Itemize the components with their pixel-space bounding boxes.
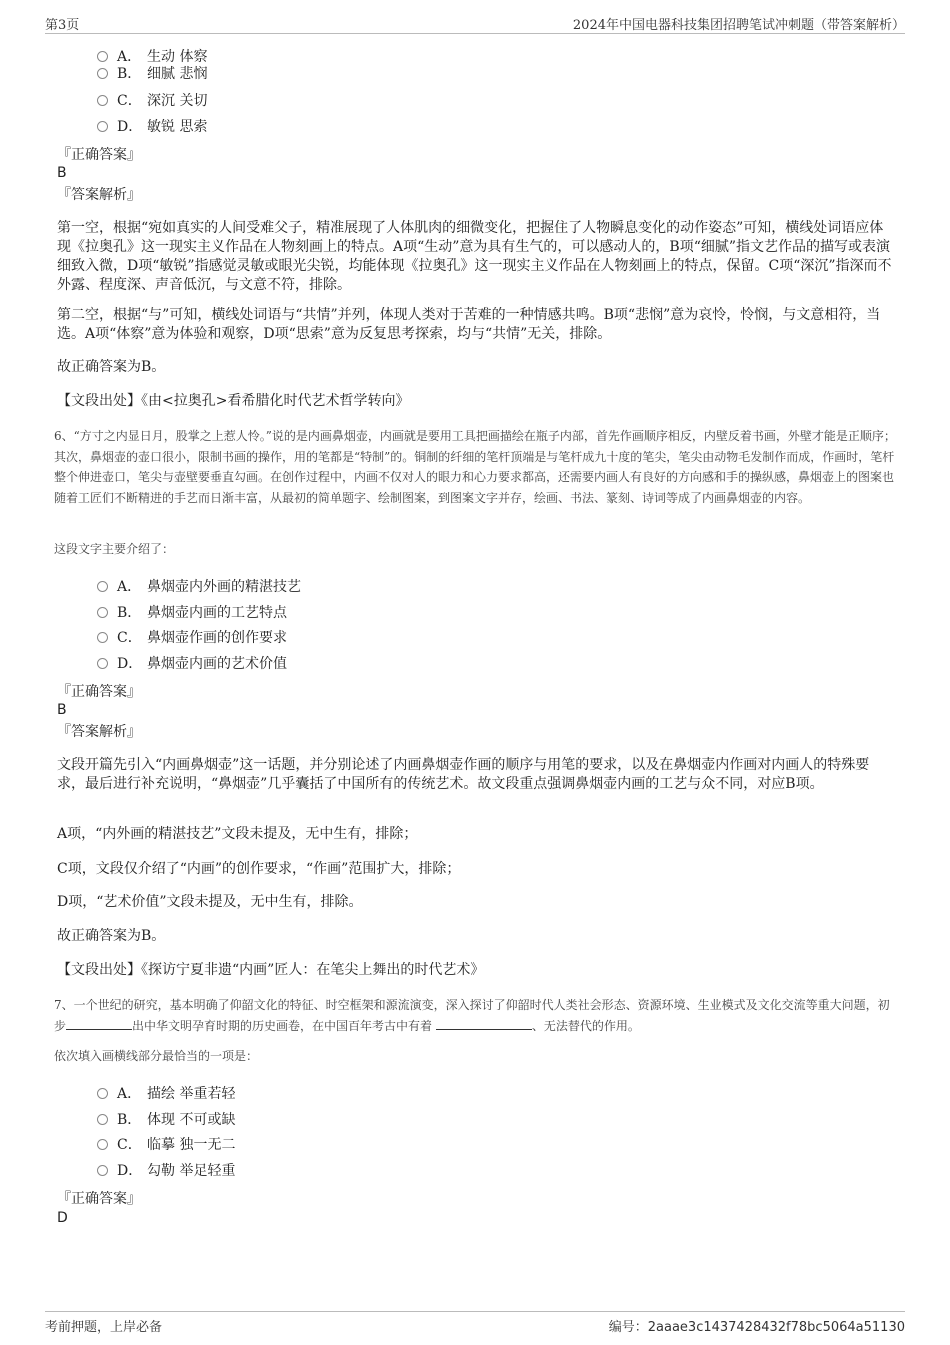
radio-icon[interactable] — [97, 1139, 108, 1150]
q7-option-c[interactable]: C． 临摹 独一无二 — [97, 1135, 235, 1155]
q7-option-a[interactable]: A． 描绘 举重若轻 — [97, 1084, 235, 1104]
radio-icon[interactable] — [97, 1114, 108, 1125]
q7-option-b[interactable]: B． 体现 不可或缺 — [97, 1110, 235, 1130]
q7-answer: D — [57, 1210, 68, 1226]
radio-icon[interactable] — [97, 95, 108, 106]
q5-analysis-label: 『答案解析』 — [57, 187, 141, 203]
q5-option-b[interactable]: B． 细腻 悲悯 — [97, 64, 207, 84]
q6-analysis-conclusion: 故正确答案为B。 — [57, 928, 166, 944]
q6-prompt: 这段文字主要介绍了： — [54, 542, 175, 556]
q5-answer: B — [57, 165, 67, 181]
q6-analysis-paragraph: 文段开篇先引入“内画鼻烟壶”这一话题，并分别论述了内画鼻烟壶作画的顺序与用笔的要求，以及在鼻烟壶内作画对内画人的特殊要求，最后进行补充说明，“鼻烟壶”几乎囊括了中国所有的传统艺术。故文段重点强调鼻烟壶内画的工艺与众不同，对应B项。 — [57, 757, 870, 792]
q7-answer-label: 『正确答案』 — [57, 1191, 141, 1207]
blank-line — [436, 1016, 532, 1030]
q5-analysis-conclusion: 故正确答案为B。 — [57, 359, 166, 375]
q5-analysis-paragraph: 第二空，根据“与”可知，横线处词语与“共情”并列，体现人类对于苦难的一种情感共鸣。B项“悲悯”意为哀怜，怜悯，与文意相符，当选。A项“体察”意为体验和观察，D项“思索”意为反复思考探索，均与“共情”无关，排除。 — [57, 307, 881, 342]
q6-analysis-label: 『答案解析』 — [57, 724, 141, 740]
radio-icon[interactable] — [97, 1088, 108, 1099]
header-divider — [45, 33, 905, 34]
q5-source: 【文段出处】《由<拉奥孔>看希腊化时代艺术哲学转向》 — [57, 393, 410, 409]
q6-answer: B — [57, 702, 67, 718]
q5-option-d[interactable]: D． 敏锐 思索 — [97, 117, 207, 137]
blank-line — [66, 1016, 132, 1030]
radio-icon[interactable] — [97, 1165, 108, 1176]
q5-answer-label: 『正确答案』 — [57, 147, 141, 163]
page-number: 第3页 — [45, 18, 80, 33]
q6-option-b[interactable]: B． 鼻烟壶内画的工艺特点 — [97, 603, 287, 623]
footer-slogan: 考前押题，上岸必备 — [45, 1320, 163, 1335]
q6-answer-label: 『正确答案』 — [57, 684, 141, 700]
q6-analysis-paragraph: C项，文段仅介绍了“内画”的创作要求，“作画”范围扩大，排除； — [57, 861, 461, 877]
q7-stem: 7、一个世纪的研究，基本明确了仰韶文化的特征、时空框架和源流演变，深入探讨了仰韶时代人类社会形态、资源环境、生业模式及文化交流等重大问题，初步 出中华文明孕育时期的历史画卷，在中国百年考古中有着 、无法替代的作用。 — [54, 998, 890, 1033]
q5-option-a[interactable]: A． 生动 体察 — [97, 47, 207, 67]
q6-option-d[interactable]: D． 鼻烟壶内画的艺术价值 — [97, 654, 287, 674]
footer-divider — [45, 1311, 905, 1312]
radio-icon[interactable] — [97, 68, 108, 79]
q5-analysis-paragraph: 第一空，根据“宛如真实的人间受难父子，精准展现了人体肌肉的细微变化，把握住了人物瞬息变化的动作姿态”可知，横线处词语应体现《拉奥孔》这一现实主义作品在人物刻画上的特点。A项“生动”意为具有生气的，可以感动人的，B项“细腻”指文艺作品的描写或表演细致入微，D项“敏锐”指感觉灵敏或眼光尖锐，均能体现《拉奥孔》这一现实主义作品在人物刻画上的特点，保留。C项“深沉”指深而不外露、程度深、声音低沉，与文意不符，排除。 — [57, 220, 892, 293]
document-code: 编号：2aaae3c1437428432f78bc5064a51130 — [608, 1320, 905, 1335]
q7-prompt: 依次填入画横线部分最恰当的一项是： — [54, 1049, 259, 1063]
q6-option-a[interactable]: A． 鼻烟壶内外画的精湛技艺 — [97, 577, 301, 597]
q6-option-c[interactable]: C． 鼻烟壶作画的创作要求 — [97, 628, 287, 648]
q6-analysis-paragraph: D项，“艺术价值”文段未提及，无中生有，排除。 — [57, 894, 363, 910]
q5-option-c[interactable]: C． 深沉 关切 — [97, 91, 207, 111]
radio-icon[interactable] — [97, 607, 108, 618]
radio-icon[interactable] — [97, 121, 108, 132]
radio-icon[interactable] — [97, 581, 108, 592]
radio-icon[interactable] — [97, 632, 108, 643]
radio-icon[interactable] — [97, 658, 108, 669]
radio-icon[interactable] — [97, 51, 108, 62]
document-title: 2024年中国电器科技集团招聘笔试冲刺题（带答案解析） — [572, 18, 905, 33]
q6-source: 【文段出处】《探访宁夏非遗“内画”匠人：在笔尖上舞出的时代艺术》 — [57, 962, 485, 978]
q6-stem: 6、“方寸之内显日月，股掌之上惹人怜。”说的是内画鼻烟壶，内画就是要用工具把画描绘在瓶子内部，首先作画顺序相反，内壁反着书画，外壁才能是正顺序；其次，鼻烟壶的壶口很小，限制书画的操作，用的笔都是“特制”的。铜制的纤细的笔杆顶端是与笔杆成九十度的笔尖，笔尖由动物毛发制作而成，作画时，笔杆整个伸进壶口，笔尖与壶壁要垂直勾画。在创作过程中，内画不仅对人的眼力和心力要求都高，还需要内画人有良好的方向感和手的操纵感，鼻烟壶上的图案也随着工匠们不断精进的手艺而日渐丰富，从最初的简单题字、绘制图案，到图案文字并存，绘画、书法、篆刻、诗词等成了内画鼻烟壶的内容。 — [54, 429, 896, 505]
q7-option-d[interactable]: D． 勾勒 举足轻重 — [97, 1161, 235, 1181]
q6-analysis-paragraph: A项，“内外画的精湛技艺”文段未提及，无中生有，排除； — [57, 826, 418, 842]
